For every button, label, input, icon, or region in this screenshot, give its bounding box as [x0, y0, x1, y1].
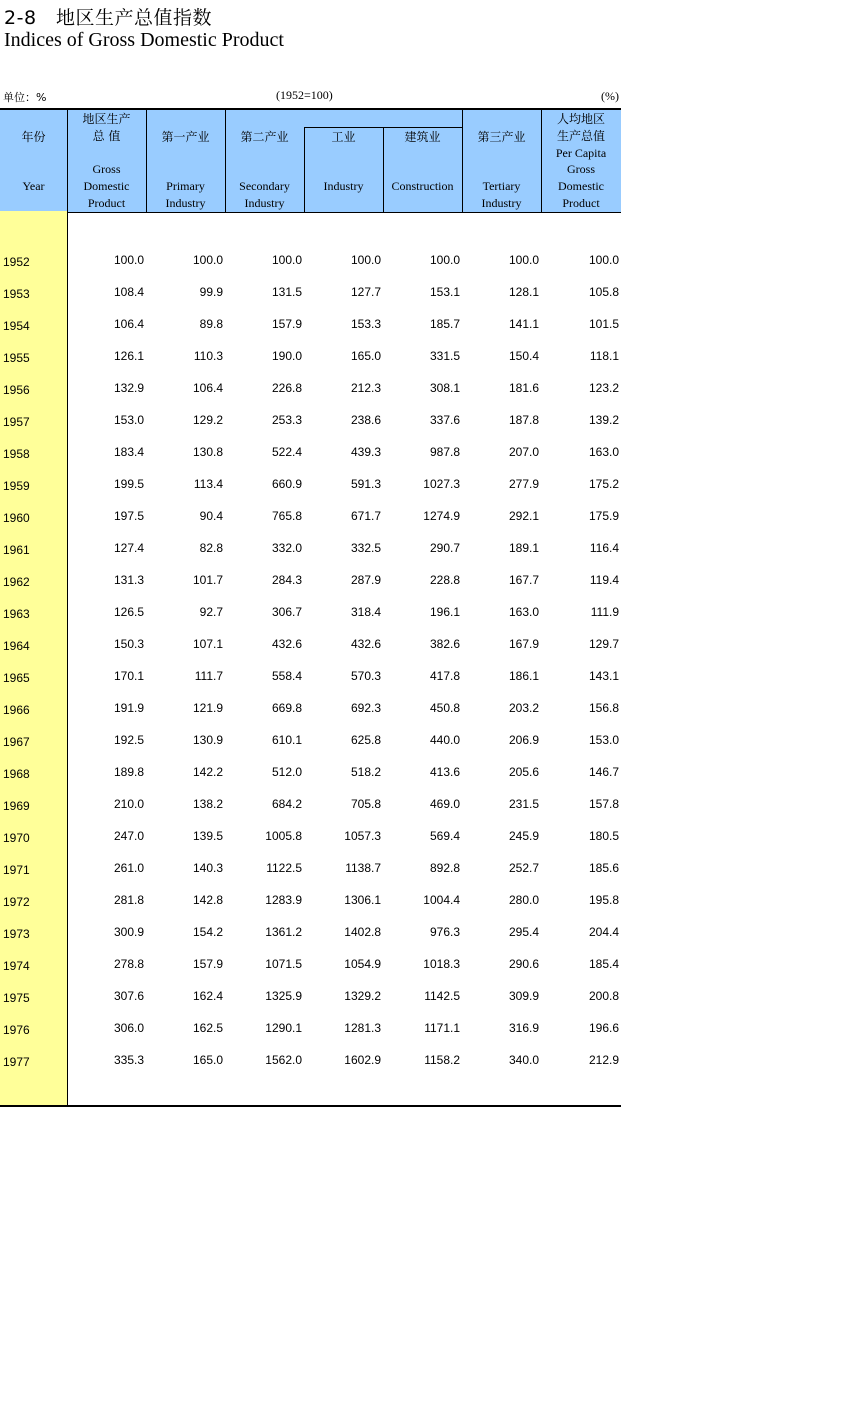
cell-per-capita: 180.5 [588, 829, 619, 843]
cell-secondary: 306.7 [271, 605, 302, 619]
cell-industry: 705.8 [350, 797, 381, 811]
cell-industry: 1306.1 [344, 893, 381, 907]
table-row [0, 1053, 621, 1085]
cell-construction: 413.6 [429, 765, 460, 779]
cell-construction: 290.7 [429, 541, 460, 555]
cell-per-capita: 129.7 [588, 637, 619, 651]
unit-symbol: (%) [601, 89, 619, 103]
cell-per-capita: 204.4 [588, 925, 619, 939]
cell-secondary: 1290.1 [265, 1021, 302, 1035]
row-year: 1975 [3, 991, 30, 1005]
cell-primary: 99.9 [199, 285, 223, 299]
cell-gdp: 131.3 [113, 573, 144, 587]
header-industry-cn: 工业 [331, 130, 356, 144]
header-gdp-cn-1: 地区生产 [82, 112, 131, 126]
header-construction [383, 110, 462, 212]
cell-gdp: 278.8 [113, 957, 144, 971]
cell-gdp: 210.0 [113, 797, 144, 811]
cell-primary: 90.4 [199, 509, 223, 523]
row-year: 1965 [3, 671, 30, 685]
row-year: 1964 [3, 639, 30, 653]
cell-primary: 162.4 [192, 989, 223, 1003]
cell-construction: 1158.2 [424, 1053, 460, 1067]
row-year: 1960 [3, 511, 30, 525]
header-percap-cn-1: 人均地区 [556, 112, 605, 126]
header-tertiary-cn: 第三产业 [477, 130, 526, 144]
cell-secondary: 157.9 [271, 317, 302, 331]
cell-construction: 228.8 [429, 573, 460, 587]
cell-industry: 692.3 [350, 701, 381, 715]
cell-tertiary: 181.6 [508, 381, 539, 395]
cell-secondary: 1005.8 [265, 829, 302, 843]
row-year: 1976 [3, 1023, 30, 1037]
table-row [0, 445, 621, 477]
cell-tertiary: 309.9 [508, 989, 539, 1003]
cell-industry: 1138.7 [345, 861, 381, 875]
cell-gdp: 150.3 [113, 637, 144, 651]
row-year: 1955 [3, 351, 30, 365]
cell-primary: 110.3 [193, 349, 223, 363]
cell-gdp: 132.9 [113, 381, 144, 395]
cell-tertiary: 231.5 [508, 797, 539, 811]
row-year: 1958 [3, 447, 30, 461]
cell-secondary: 1122.5 [266, 861, 302, 875]
table-bottom-rule [0, 1105, 621, 1107]
cell-construction: 308.1 [429, 381, 460, 395]
cell-primary: 100.0 [192, 253, 223, 267]
cell-primary: 107.1 [192, 637, 223, 651]
cell-secondary: 669.8 [271, 701, 302, 715]
cell-secondary: 1361.2 [265, 925, 302, 939]
table-row [0, 829, 621, 861]
table-row [0, 989, 621, 1021]
cell-industry: 1602.9 [344, 1053, 381, 1067]
cell-gdp: 170.1 [113, 669, 144, 683]
header-percap-en-1: Per Capita [555, 146, 607, 160]
cell-industry: 432.6 [350, 637, 381, 651]
cell-tertiary: 277.9 [508, 477, 539, 491]
cell-gdp: 127.4 [113, 541, 144, 555]
header-gdp-en-3: Product [87, 196, 126, 210]
cell-primary: 113.4 [193, 477, 223, 491]
unit-line [0, 87, 621, 105]
table-row [0, 381, 621, 413]
cell-tertiary: 189.1 [508, 541, 539, 555]
cell-primary: 157.9 [192, 957, 223, 971]
cell-gdp: 307.6 [113, 989, 144, 1003]
row-year: 1972 [3, 895, 30, 909]
cell-construction: 440.0 [429, 733, 460, 747]
cell-tertiary: 245.9 [508, 829, 539, 843]
cell-per-capita: 101.5 [588, 317, 619, 331]
header-primary-cn: 第一产业 [161, 130, 210, 144]
cell-primary: 142.2 [192, 765, 223, 779]
cell-construction: 1004.4 [423, 893, 460, 907]
row-year: 1969 [3, 799, 30, 813]
cell-construction: 1018.3 [423, 957, 460, 971]
cell-construction: 417.8 [429, 669, 460, 683]
cell-per-capita: 111.9 [590, 605, 619, 619]
header-secondary-en-1: Secondary [239, 179, 290, 193]
cell-primary: 129.2 [192, 413, 223, 427]
cell-primary: 106.4 [192, 381, 223, 395]
cell-tertiary: 316.9 [508, 1021, 539, 1035]
header-industry-en: Industry [323, 179, 364, 193]
cell-gdp: 247.0 [113, 829, 144, 843]
cell-construction: 569.4 [429, 829, 460, 843]
cell-primary: 130.9 [192, 733, 223, 747]
row-year: 1977 [3, 1055, 30, 1069]
header-secondary-en-2: Industry [244, 196, 285, 210]
cell-per-capita: 157.8 [588, 797, 619, 811]
header-industry [304, 110, 383, 212]
cell-industry: 625.8 [350, 733, 381, 747]
cell-secondary: 522.4 [271, 445, 302, 459]
cell-primary: 165.0 [192, 1053, 223, 1067]
cell-construction: 1142.5 [424, 989, 460, 1003]
cell-per-capita: 185.4 [588, 957, 619, 971]
cell-primary: 89.8 [199, 317, 223, 331]
unit-label: 单位：% [3, 91, 47, 104]
header-tertiary-en-1: Tertiary [482, 179, 521, 193]
header-primary [146, 110, 225, 212]
cell-gdp: 106.4 [113, 317, 144, 331]
cell-gdp: 335.3 [113, 1053, 144, 1067]
header-construction-en: Construction [391, 179, 454, 193]
cell-secondary: 226.8 [271, 381, 302, 395]
cell-per-capita: 153.0 [588, 733, 619, 747]
header-gdp [67, 110, 146, 212]
cell-per-capita: 100.0 [588, 253, 619, 267]
header-divider [225, 110, 226, 212]
cell-primary: 142.8 [192, 893, 223, 907]
cell-industry: 238.6 [350, 413, 381, 427]
cell-primary: 101.7 [192, 573, 223, 587]
header-construction-cn: 建筑业 [404, 130, 441, 144]
table-row [0, 285, 621, 317]
cell-secondary: 660.9 [271, 477, 302, 491]
cell-tertiary: 340.0 [508, 1053, 539, 1067]
row-year: 1968 [3, 767, 30, 781]
cell-tertiary: 186.1 [508, 669, 539, 683]
table-row [0, 925, 621, 957]
cell-secondary: 1283.9 [265, 893, 302, 907]
cell-primary: 154.2 [192, 925, 223, 939]
header-year-cn: 年份 [21, 130, 46, 144]
cell-industry: 1054.9 [344, 957, 381, 971]
cell-per-capita: 175.9 [588, 509, 619, 523]
row-year: 1963 [3, 607, 30, 621]
cell-industry: 127.7 [350, 285, 381, 299]
header-divider [462, 110, 463, 212]
cell-secondary: 1325.9 [265, 989, 302, 1003]
table-row [0, 573, 621, 605]
page-title-english: Indices of Gross Domestic Product [4, 29, 284, 51]
cell-secondary: 253.3 [271, 413, 302, 427]
header-divider [383, 127, 384, 212]
cell-primary: 138.2 [192, 797, 223, 811]
header-per-capita [541, 110, 621, 212]
table-row [0, 637, 621, 669]
table-row [0, 957, 621, 989]
table-row [0, 477, 621, 509]
cell-industry: 332.5 [350, 541, 381, 555]
table-row [0, 733, 621, 765]
cell-per-capita: 105.8 [588, 285, 619, 299]
cell-construction: 976.3 [429, 925, 460, 939]
table-row [0, 605, 621, 637]
cell-gdp: 192.5 [113, 733, 144, 747]
cell-secondary: 765.8 [271, 509, 302, 523]
cell-per-capita: 143.1 [588, 669, 619, 683]
cell-construction: 382.6 [429, 637, 460, 651]
cell-gdp: 189.8 [113, 765, 144, 779]
table-row [0, 893, 621, 925]
cell-gdp: 300.9 [113, 925, 144, 939]
cell-industry: 318.4 [350, 605, 381, 619]
row-year: 1956 [3, 383, 30, 397]
cell-construction: 337.6 [429, 413, 460, 427]
cell-construction: 153.1 [429, 285, 460, 299]
cell-gdp: 126.1 [113, 349, 144, 363]
cell-primary: 130.8 [192, 445, 223, 459]
header-divider [146, 110, 147, 212]
cell-secondary: 100.0 [271, 253, 302, 267]
cell-gdp: 108.4 [113, 285, 144, 299]
header-year-en: Year [22, 179, 45, 193]
cell-tertiary: 150.4 [508, 349, 539, 363]
row-year: 1967 [3, 735, 30, 749]
cell-tertiary: 187.8 [508, 413, 539, 427]
cell-construction: 1027.3 [423, 477, 460, 491]
table-header [0, 108, 621, 213]
cell-tertiary: 207.0 [508, 445, 539, 459]
cell-per-capita: 139.2 [588, 413, 619, 427]
cell-gdp: 306.0 [113, 1021, 144, 1035]
cell-tertiary: 252.7 [508, 861, 539, 875]
cell-gdp: 126.5 [113, 605, 144, 619]
table-row [0, 317, 621, 349]
cell-construction: 1274.9 [423, 509, 460, 523]
cell-industry: 153.3 [350, 317, 381, 331]
cell-per-capita: 163.0 [588, 445, 619, 459]
cell-gdp: 191.9 [113, 701, 144, 715]
cell-gdp: 153.0 [113, 413, 144, 427]
header-secondary [225, 110, 304, 212]
header-divider [541, 110, 542, 212]
header-tertiary-en-2: Industry [481, 196, 522, 210]
cell-construction: 196.1 [429, 605, 460, 619]
cell-secondary: 1562.0 [265, 1053, 302, 1067]
table-row [0, 701, 621, 733]
row-year: 1959 [3, 479, 30, 493]
cell-primary: 82.8 [199, 541, 223, 555]
cell-secondary: 131.5 [271, 285, 302, 299]
cell-construction: 1171.1 [424, 1021, 460, 1035]
cell-per-capita: 146.7 [588, 765, 619, 779]
cell-industry: 1402.8 [344, 925, 381, 939]
header-year [0, 110, 67, 212]
cell-secondary: 610.1 [271, 733, 302, 747]
cell-tertiary: 128.1 [508, 285, 539, 299]
cell-industry: 1057.3 [344, 829, 381, 843]
row-year: 1970 [3, 831, 30, 845]
row-year: 1953 [3, 287, 30, 301]
cell-industry: 570.3 [350, 669, 381, 683]
row-year: 1971 [3, 863, 30, 877]
cell-industry: 100.0 [350, 253, 381, 267]
cell-primary: 162.5 [192, 1021, 223, 1035]
cell-construction: 892.8 [429, 861, 460, 875]
cell-tertiary: 167.7 [508, 573, 539, 587]
table-row [0, 765, 621, 797]
table-row [0, 797, 621, 829]
cell-tertiary: 206.9 [508, 733, 539, 747]
cell-tertiary: 141.1 [508, 317, 539, 331]
cell-gdp: 197.5 [113, 509, 144, 523]
cell-construction: 469.0 [429, 797, 460, 811]
cell-construction: 185.7 [429, 317, 460, 331]
cell-construction: 450.8 [429, 701, 460, 715]
cell-tertiary: 280.0 [508, 893, 539, 907]
header-gdp-cn-2: 总 值 [92, 129, 121, 143]
header-percap-en-2: Gross [566, 162, 595, 176]
table-row [0, 541, 621, 573]
cell-primary: 139.5 [192, 829, 223, 843]
header-primary-en-2: Industry [165, 196, 206, 210]
cell-gdp: 261.0 [113, 861, 144, 875]
cell-industry: 1329.2 [344, 989, 381, 1003]
cell-gdp: 199.5 [113, 477, 144, 491]
cell-primary: 121.9 [192, 701, 223, 715]
header-percap-en-3: Domestic [558, 179, 604, 193]
cell-tertiary: 295.4 [508, 925, 539, 939]
cell-secondary: 558.4 [271, 669, 302, 683]
header-secondary-cn: 第二产业 [240, 130, 289, 144]
cell-per-capita: 195.8 [588, 893, 619, 907]
header-gdp-en-2: Domestic [83, 179, 130, 193]
cell-gdp: 281.8 [113, 893, 144, 907]
cell-primary: 92.7 [199, 605, 223, 619]
cell-gdp: 183.4 [113, 445, 144, 459]
cell-per-capita: 119.4 [589, 573, 619, 587]
cell-tertiary: 167.9 [508, 637, 539, 651]
cell-per-capita: 185.6 [588, 861, 619, 875]
row-year: 1961 [3, 543, 30, 557]
table-row [0, 669, 621, 701]
table-row [0, 349, 621, 381]
cell-per-capita: 116.4 [589, 541, 619, 555]
base-year-note: (1952=100) [276, 88, 333, 102]
cell-tertiary: 163.0 [508, 605, 539, 619]
row-year: 1962 [3, 575, 30, 589]
page-title-chinese: 2-8 地区生产总值指数 [4, 7, 213, 29]
cell-industry: 165.0 [350, 349, 381, 363]
table-row [0, 253, 621, 285]
header-gdp-en-1: Gross [92, 162, 121, 176]
cell-per-capita: 123.2 [588, 381, 619, 395]
cell-tertiary: 292.1 [508, 509, 539, 523]
row-year: 1952 [3, 255, 30, 269]
cell-industry: 671.7 [350, 509, 381, 523]
cell-per-capita: 212.9 [588, 1053, 619, 1067]
cell-secondary: 284.3 [271, 573, 302, 587]
cell-primary: 140.3 [192, 861, 223, 875]
cell-industry: 287.9 [350, 573, 381, 587]
table-row [0, 861, 621, 893]
cell-tertiary: 203.2 [508, 701, 539, 715]
header-subgroup-rule [304, 127, 462, 128]
cell-per-capita: 196.6 [588, 1021, 619, 1035]
cell-per-capita: 118.1 [589, 349, 619, 363]
header-percap-cn-2: 生产总值 [556, 129, 605, 143]
cell-industry: 1281.3 [344, 1021, 381, 1035]
table-row [0, 1021, 621, 1053]
header-primary-en-1: Primary [166, 179, 205, 193]
cell-construction: 987.8 [429, 445, 460, 459]
row-year: 1973 [3, 927, 30, 941]
header-divider [304, 127, 305, 212]
cell-secondary: 512.0 [271, 765, 302, 779]
cell-secondary: 190.0 [271, 349, 302, 363]
cell-secondary: 432.6 [271, 637, 302, 651]
cell-secondary: 684.2 [271, 797, 302, 811]
cell-construction: 331.5 [429, 349, 460, 363]
cell-construction: 100.0 [429, 253, 460, 267]
cell-per-capita: 200.8 [588, 989, 619, 1003]
row-year: 1957 [3, 415, 30, 429]
header-percap-en-4: Product [562, 196, 600, 210]
row-year: 1954 [3, 319, 30, 333]
cell-secondary: 1071.5 [265, 957, 302, 971]
cell-primary: 111.7 [194, 669, 223, 683]
cell-secondary: 332.0 [271, 541, 302, 555]
table-row [0, 509, 621, 541]
cell-gdp: 100.0 [113, 253, 144, 267]
cell-industry: 439.3 [350, 445, 381, 459]
cell-per-capita: 156.8 [588, 701, 619, 715]
row-year: 1966 [3, 703, 30, 717]
table-row [0, 413, 621, 445]
header-divider [67, 110, 68, 212]
header-tertiary [462, 110, 541, 212]
cell-tertiary: 205.6 [508, 765, 539, 779]
row-year: 1974 [3, 959, 30, 973]
cell-industry: 518.2 [350, 765, 381, 779]
cell-tertiary: 290.6 [508, 957, 539, 971]
cell-industry: 591.3 [350, 477, 381, 491]
cell-per-capita: 175.2 [588, 477, 619, 491]
cell-industry: 212.3 [350, 381, 381, 395]
cell-tertiary: 100.0 [508, 253, 539, 267]
